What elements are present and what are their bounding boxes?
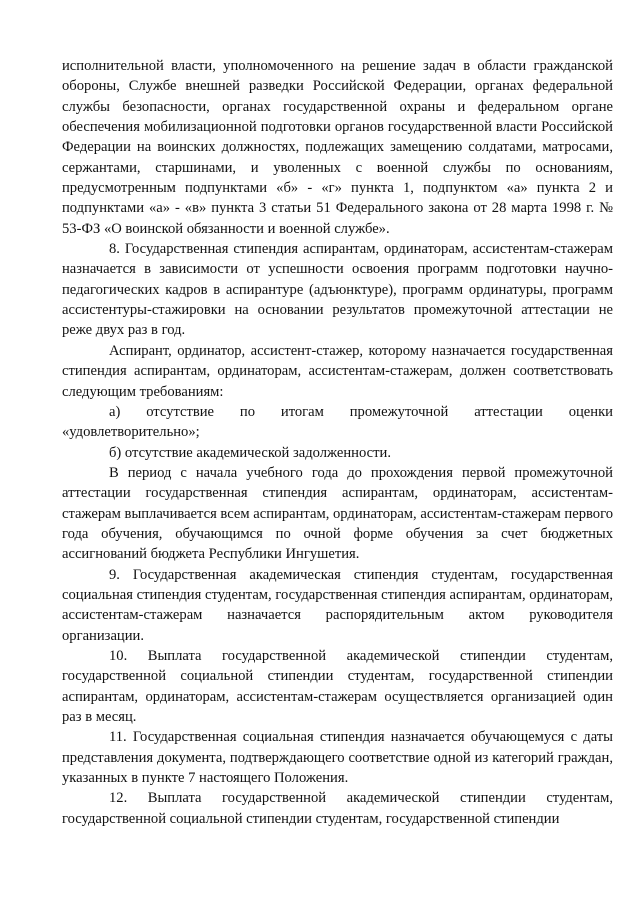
paragraph-9: 9. Государственная академическая стипендия студентам, государственная социальная стипендия студентам, государственная стипендия аспирантам, ординаторам, ассистентам-стажерам назначается распорядительным актом руководителя организации. bbox=[62, 566, 613, 644]
paragraph-continuation: исполнительной власти, уполномоченного на решение задач в области гражданской обороны, Службе внешней разведки Российской Федерации, органах федеральной службы безопасности, органах государственной охраны и федеральном органе обеспечения мобилизационной подготовки органов государственной власти Российской Федерации на воинских должностях, подлежащих замещению солдатами, матросами, сержантами, старшинами, и уволенных с военной службы по основаниям, предусмотренным подпунктами «б» - «г» пункта 1, подпунктом «а» пункта 2 и подпунктами «а» - «в» пункта 3 статьи 51 Федерального закона от 28 марта 1998 г. № 53-ФЗ «О воинской обязанности и военной службе». bbox=[62, 58, 613, 237]
paragraph-first-period: В период с начала учебного года до прохождения первой промежуточной аттестации государственная стипендия аспирантам, ординаторам, ассистентам-стажерам выплачивается всем аспирантам, ординаторам, ассистентам-стажерам первого года обучения, обучающимся по очной форме обучения за счет бюджетных ассигнований бюджета Республики Ингушетия. bbox=[62, 464, 613, 563]
paragraph-10: 10. Выплата государственной академической стипендии студентам, государственной социальной стипендии студентам, государственной стипендии аспирантам, ординаторам, ассистентам-стажерам осуществляется организацией один раз в месяц. bbox=[62, 647, 613, 725]
paragraph-8: 8. Государственная стипендия аспирантам, ординаторам, ассистентам-стажерам назначается в зависимости от успешности освоения программ подготовки научно-педагогических кадров в аспирантуре (адъюнктуре), программ ординатуры, программ ассистентуры-стажировки на основании результатов промежуточной аттестации не реже двух раз в год. bbox=[62, 241, 613, 339]
requirement-a: а) отсутствие по итогам промежуточной аттестации оценки «удовлетворительно»; bbox=[62, 403, 613, 441]
paragraph-12: 12. Выплата государственной академической стипендии студентам, государственной социальной стипендии студентам, государственной стипендии bbox=[62, 790, 613, 827]
paragraph-requirements: Аспирант, ординатор, ассистент-стажер, которому назначается государственная стипендия аспирантам, ординаторам, ассистентам-стажерам, должен соответствовать следующим требованиям: bbox=[62, 342, 613, 400]
requirement-b: б) отсутствие академической задолженности. bbox=[109, 444, 391, 461]
paragraph-11: 11. Государственная социальная стипендия назначается обучающемуся с даты представления документа, подтверждающего соответствие одной из категорий граждан, указанных в пункте 7 настоящего Положения. bbox=[62, 729, 613, 787]
